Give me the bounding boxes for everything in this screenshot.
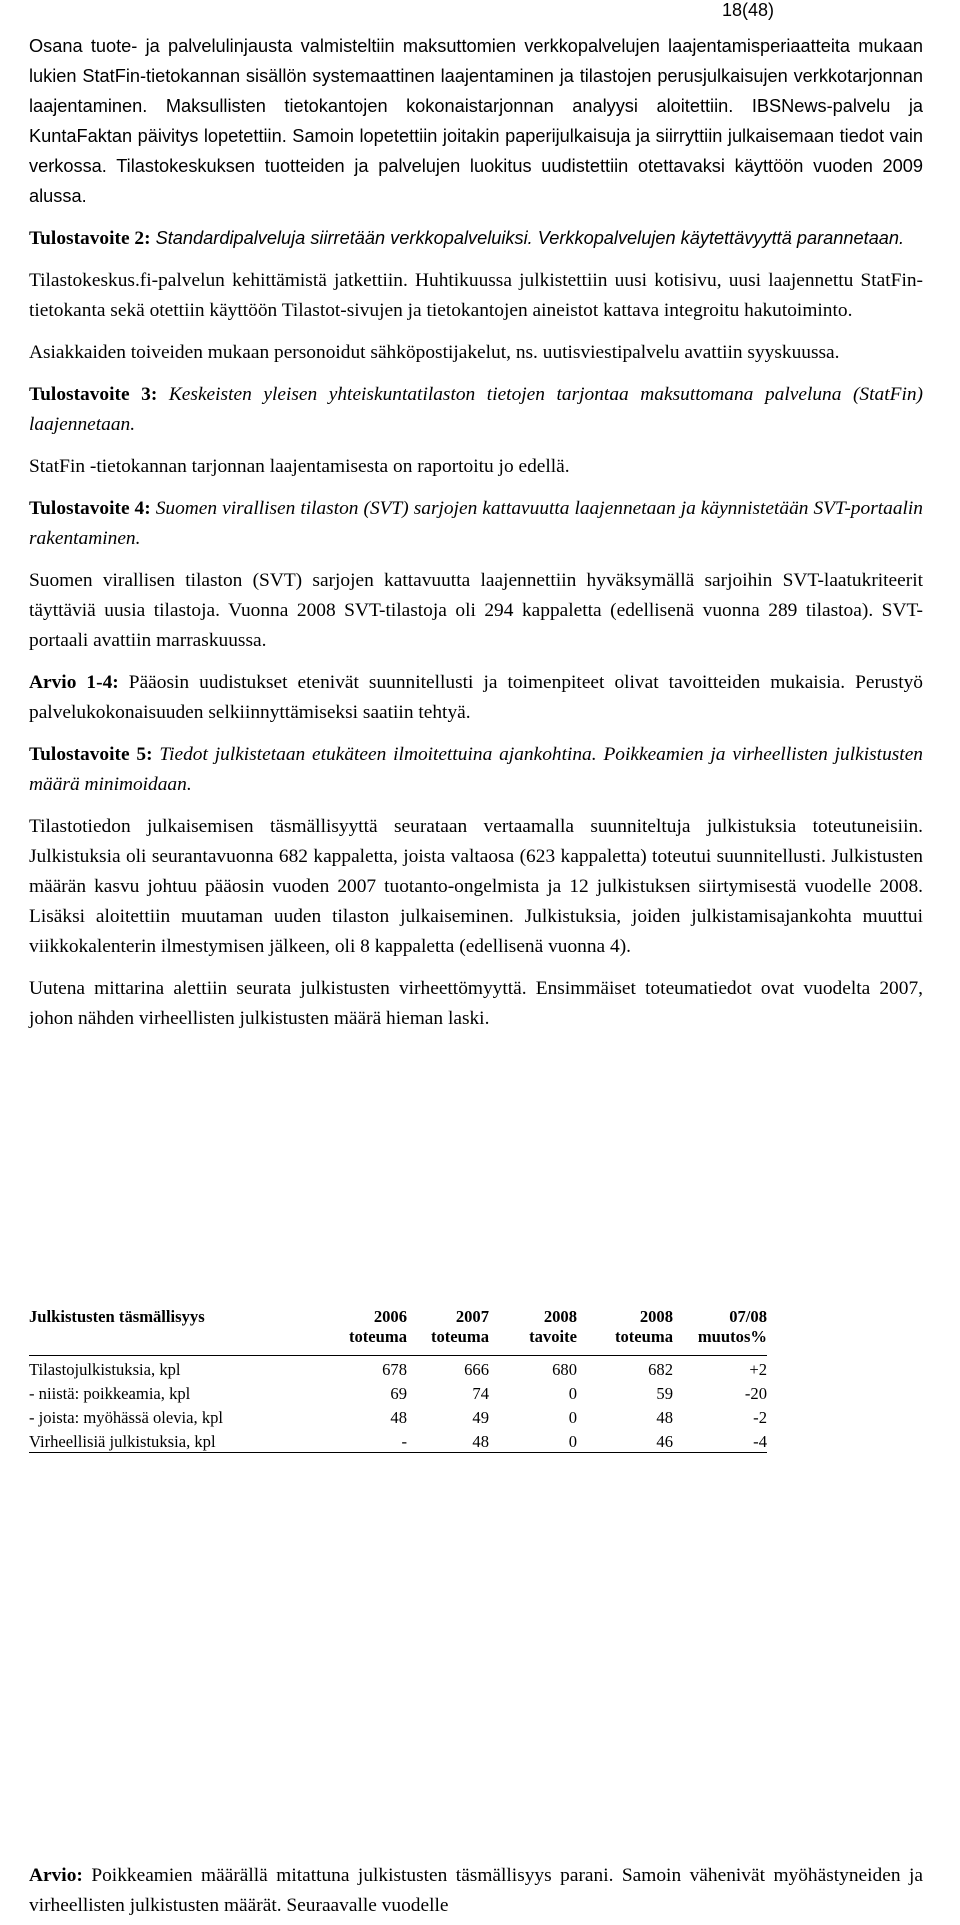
row-label: - niistä: poikkeamia, kpl: [29, 1384, 191, 1403]
table-header-row: [29, 1301, 767, 1327]
goal-3-label: Tulostavoite 3:: [29, 384, 158, 405]
paragraph-2: Tilastokeskus.fi-palvelun kehittämistä jatkettiin. Huhtikuussa julkistettiin uusi kotisivu, uusi laajennettu StatFin-tietokanta sekä otettiin käyttöön Tilastot-sivujen ja tietokantojen aineistot kattava integroitu hakutoiminto.: [29, 270, 923, 321]
goal-5: [29, 740, 923, 800]
table-cell: 69: [390, 1384, 407, 1403]
table-cell: 680: [552, 1360, 577, 1379]
table-row: [29, 1380, 767, 1404]
table-row: [29, 1356, 767, 1381]
final-assessment-paragraph: [29, 1861, 923, 1921]
goal-2-label: Tulostavoite 2:: [29, 228, 151, 249]
table-cell: 74: [472, 1384, 489, 1403]
column-header-top: 2008: [639, 1307, 673, 1326]
assessment-1-4: [29, 668, 923, 728]
paragraph-4: StatFin -tietokannan tarjonnan laajentamisesta on raportoitu jo edellä.: [29, 456, 570, 477]
goal-2-text: Standardipalveluja siirretään verkkopalveluiksi. Verkkopalvelujen käytettävyyttä parannetaan.: [155, 228, 905, 248]
table-cell: 48: [656, 1408, 673, 1427]
table-cell: 666: [464, 1360, 489, 1379]
table-cell: 0: [489, 1428, 577, 1453]
table-cell: 0: [568, 1408, 577, 1427]
column-header-bottom: toteuma: [577, 1327, 673, 1356]
paragraph-6: Tilastotiedon julkaisemisen täsmällisyyttä seurataan vertaamalla suunniteltuja julkistuksia toteutuneisiin. Julkistuksia oli seurantavuonna 682 kappaletta, joista valtaosa (623 kappaletta) toteutui suunnitellusti. Julkistusten määrän kasvu johtuu pääosin vuoden 2007 tuotanto-ongelmista ja 12 julkistuksen siirtymisestä vuodelle 2008. Lisäksi aloitettiin muutaman uuden tilaston julkaiseminen. Julkistuksia, joiden julkistamisajankohta muuttui viikkokalenterin ilmestymisen jälkeen, oli 8 kappaletta (edellisenä vuonna 4).: [29, 816, 923, 957]
goal-3: [29, 380, 923, 440]
table-cell: -2: [753, 1408, 767, 1427]
table-row: [29, 1404, 767, 1428]
table-header-spacer: [29, 1327, 329, 1356]
goal-2: [29, 223, 923, 254]
goal-5-text: Tiedot julkistetaan etukäteen ilmoitettuina ajankohtina. Poikkeamien ja virheellisten julkistusten määrä minimoidaan.: [29, 744, 923, 795]
table-cell: 48: [390, 1408, 407, 1427]
row-label: - joista: myöhässä olevia, kpl: [29, 1408, 224, 1427]
final-assessment-text: Poikkeamien määrällä mitattuna julkistusten täsmällisyys parani. Samoin vähenivät myöhästyneiden ja virheellisten julkistusten määrät. Seuraavalle vuodelle: [29, 1865, 923, 1916]
paragraph-1: Osana tuote- ja palvelulinjausta valmisteltiin maksuttomien verkkopalvelujen laajentamisperiaatteita mukaan lukien StatFin-tietokannan sisällön systemaattinen laajentaminen ja tilastojen perusjulkaisujen verkkotarjonnan laajentaminen. Maksullisten tietokantojen kokonaistarjonnan analyysi aloitettiin. IBSNews-palvelu ja KuntaFaktan päivitys lopetettiin. Samoin lopetettiin joitakin paperijulkaisuja ja siirryttiin julkaisemaan tiedot vain verkossa. Tilastokeskuksen tuotteiden ja palvelujen luokitus uudistettiin otettavaksi käyttöön vuoden 2009 alussa.: [29, 36, 923, 206]
assessment-1-4-label: Arvio 1-4:: [29, 672, 119, 693]
page-number: 18(48): [721, 0, 774, 20]
paragraph-7: Uutena mittarina alettiin seurata julkistusten virheettömyyttä. Ensimmäiset toteumatiedot ovat vuodelta 2007, johon nähden virheellisten julkistusten määrä hieman laski.: [29, 978, 923, 1029]
body-text: [29, 31, 923, 1046]
column-header-bottom: tavoite: [489, 1327, 577, 1356]
goal-5-label: Tulostavoite 5:: [29, 744, 153, 765]
table-title: Julkistusten täsmällisyys: [29, 1307, 205, 1326]
table-cell: 682: [648, 1360, 673, 1379]
final-assessment: [29, 1861, 923, 1921]
row-label: Virheellisiä julkistuksia, kpl: [29, 1428, 329, 1453]
table-cell: 0: [568, 1384, 577, 1403]
table-cell: -4: [673, 1428, 767, 1453]
assessment-1-4-text: Pääosin uudistukset etenivät suunnitellusti ja toimenpiteet olivat tavoitteiden mukaisia. Perustyö palvelukokonaisuuden selkiinnyttämiseksi saatiin tehtyä.: [29, 672, 923, 723]
goal-3-text: Keskeisten yleisen yhteiskuntatilaston tietojen tarjontaa maksuttomana palveluna (StatFin) laajennetaan.: [29, 384, 923, 435]
goal-4-text: Suomen virallisen tilaston (SVT) sarjojen kattavuutta laajennetaan ja käynnistetään SVT-portaalin rakentaminen.: [29, 498, 923, 549]
final-assessment-label: Arvio:: [29, 1865, 83, 1886]
table-cell: 46: [577, 1428, 673, 1453]
table-header-row: [29, 1327, 767, 1356]
paragraph-5: Suomen virallisen tilaston (SVT) sarjojen kattavuutta laajennettiin hyväksymällä sarjoihin SVT-laatukriteerit täyttäviä uusia tilastoja. Vuonna 2008 SVT-tilastoja oli 294 kappaletta (edellisenä vuonna 289 tilastoa). SVT-portaali avattiin marraskuussa.: [29, 570, 923, 651]
table-cell: +2: [749, 1360, 767, 1379]
table-row: [29, 1428, 767, 1453]
goal-4-label: Tulostavoite 4:: [29, 498, 151, 519]
column-header-bottom: muutos%: [673, 1327, 767, 1356]
table-cell: 49: [472, 1408, 489, 1427]
column-header-top: 2006: [373, 1307, 407, 1326]
column-header-bottom: toteuma: [407, 1327, 489, 1356]
accuracy-table: [29, 1301, 767, 1453]
column-header-top: 07/08: [729, 1307, 767, 1326]
table-cell: -: [329, 1428, 407, 1453]
goal-4: [29, 494, 923, 554]
table-cell: -20: [744, 1384, 767, 1403]
table-cell: 59: [656, 1384, 673, 1403]
column-header-top: 2007: [455, 1307, 489, 1326]
row-label: Tilastojulkistuksia, kpl: [29, 1360, 181, 1379]
column-header-bottom: toteuma: [329, 1327, 407, 1356]
column-header-top: 2008: [543, 1307, 577, 1326]
table-cell: 678: [382, 1360, 407, 1379]
paragraph-3: Asiakkaiden toiveiden mukaan personoidut sähköpostijakelut, ns. uutisviestipalvelu avattiin syyskuussa.: [29, 342, 840, 363]
table-cell: 48: [407, 1428, 489, 1453]
